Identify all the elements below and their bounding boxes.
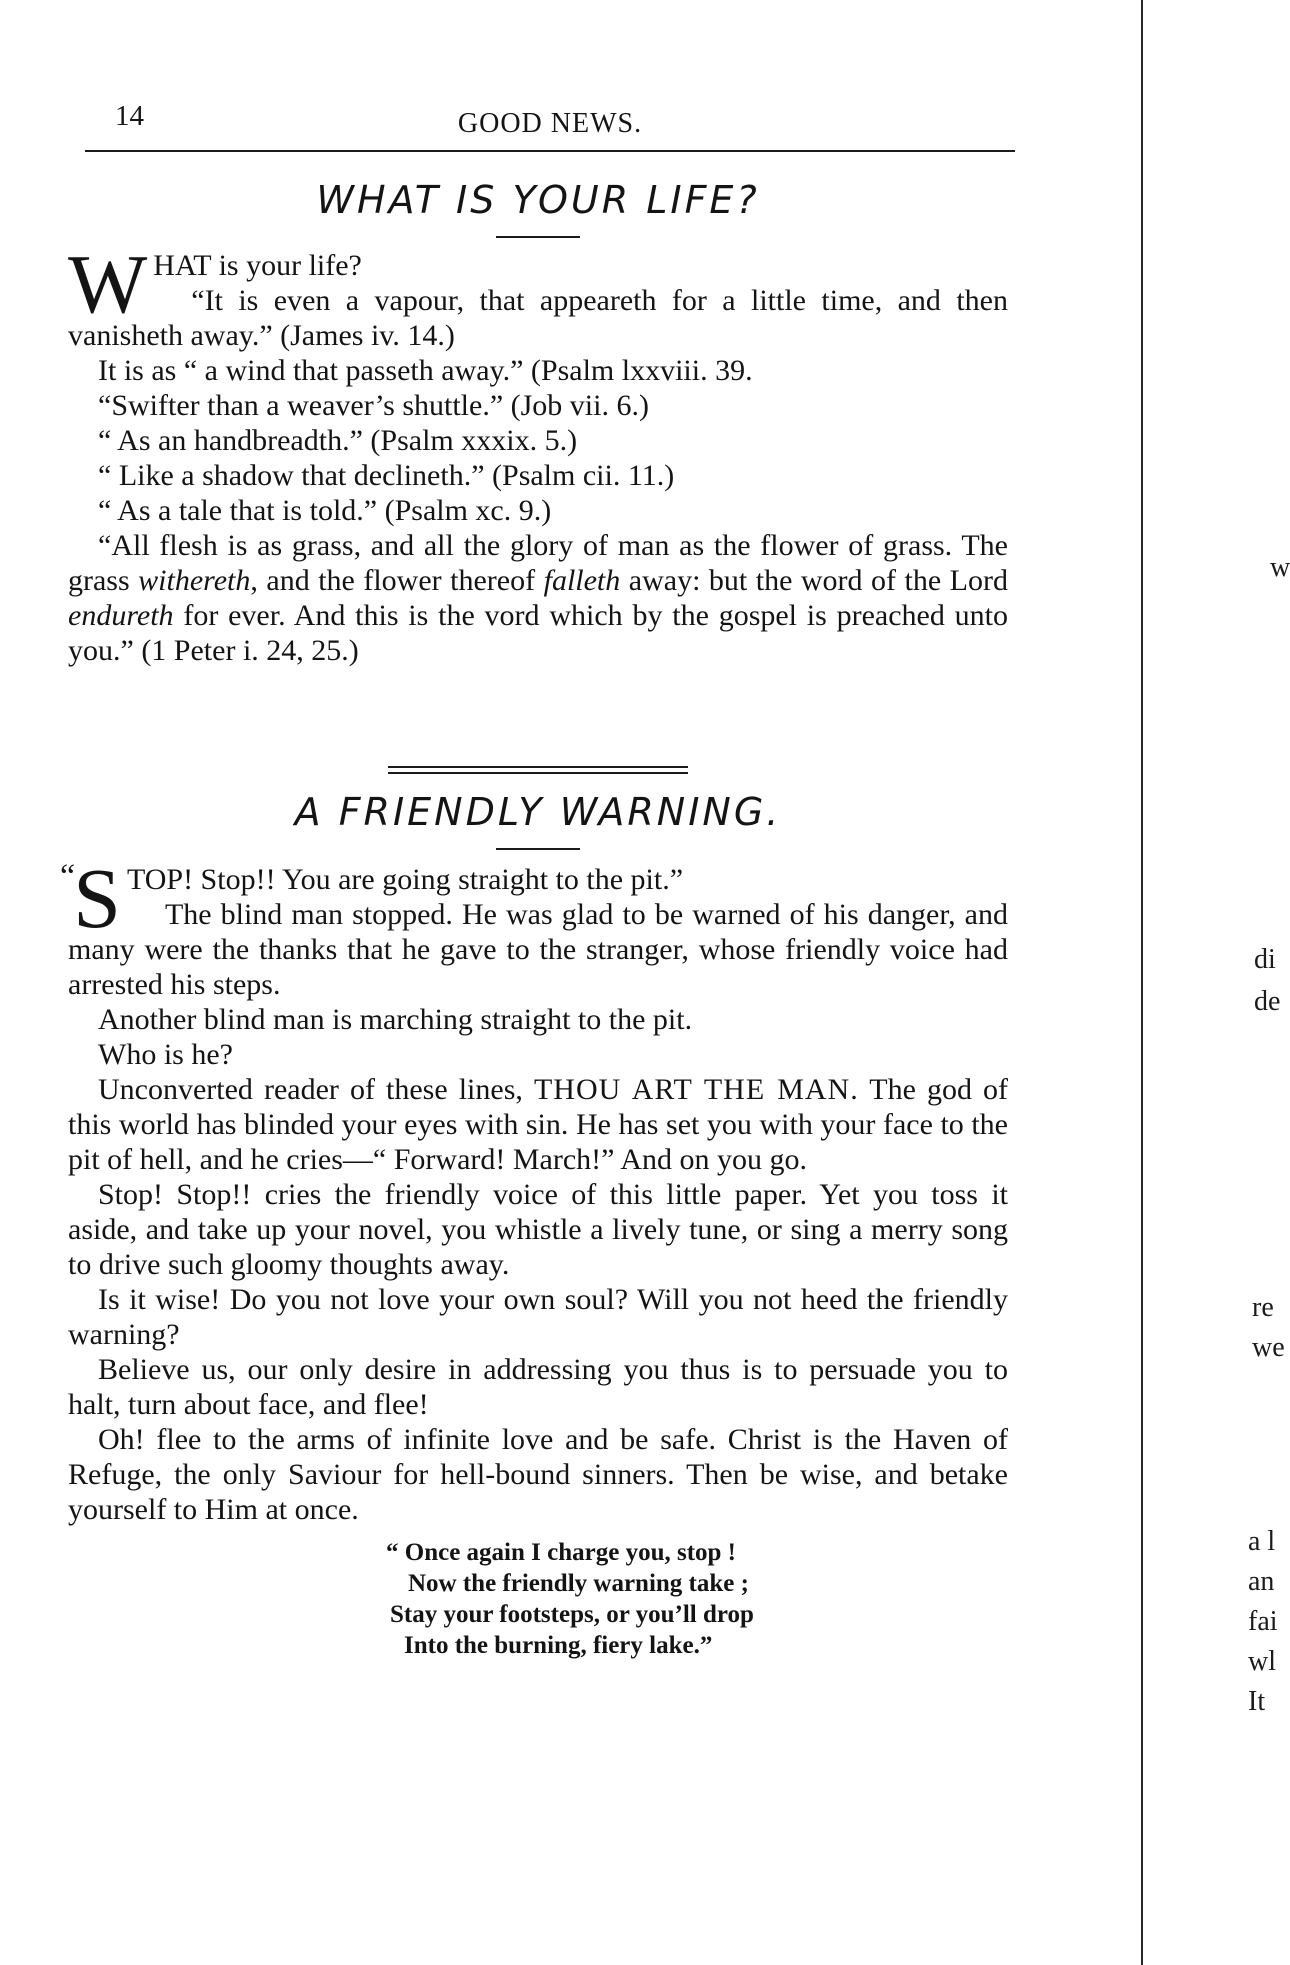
running-title: GOOD NEWS. bbox=[457, 108, 643, 139]
paragraph: Another blind man is marching straight to the pit. bbox=[98, 1003, 693, 1036]
edge-fragment: fai bbox=[1248, 1606, 1278, 1637]
paragraph: Who is he? bbox=[98, 1038, 233, 1071]
paragraph: Unconverted reader of these lines, THOU ART THE MAN. The god of this world has blinded your eyes with sin. He has set you with your face to the pit of hell, and he cries—“ Forward! March!” And on you go. bbox=[68, 1073, 1008, 1176]
paragraph: “Swifter than a weaver’s shuttle.” (Job vii. 6.) bbox=[98, 389, 649, 422]
paragraph: “ As a tale that is told.” (Psalm xc. 9.) bbox=[98, 494, 552, 527]
edge-fragment: a l bbox=[1248, 1526, 1276, 1557]
opening-text: TOP! Stop!! You are going straight to the pit.” bbox=[126, 863, 684, 896]
paragraph: Is it wise! Do you not love your own soul? Will you not heed the friendly warning? bbox=[68, 1283, 1008, 1351]
page-number: 14 bbox=[115, 100, 144, 132]
title-rule bbox=[496, 236, 580, 238]
article-what-is-your-life bbox=[68, 178, 1008, 668]
verse-line: Stay your footsteps, or you’ll drop bbox=[390, 1601, 754, 1628]
opening-text: HAT is your life? bbox=[153, 249, 362, 282]
edge-fragment: re bbox=[1252, 1292, 1274, 1323]
paragraph: Oh! flee to the arms of infinite love and be safe. Christ is the Haven of Refuge, the only Saviour for hell-bound sinners. Then be wise, and betake yourself to Him at once. bbox=[68, 1423, 1008, 1526]
page-header bbox=[85, 100, 1015, 150]
opening-line bbox=[60, 850, 1008, 946]
edge-fragment: we bbox=[1252, 1332, 1285, 1363]
edge-fragment: wl bbox=[1248, 1646, 1276, 1677]
paragraph: “ Like a shadow that declineth.” (Psalm cii. 11.) bbox=[98, 459, 675, 492]
paragraph: Believe us, our only desire in addressing you thus is to persuade you to halt, turn about face, and flee! bbox=[68, 1353, 1008, 1421]
paragraph: “It is even a vapour, that appeareth for a little time, and then vanisheth away.” (James iv. 14.) bbox=[68, 284, 1008, 352]
verse-line: Now the friendly warning take ; bbox=[408, 1570, 749, 1597]
drop-cap: S bbox=[73, 850, 121, 946]
article-friendly-warning bbox=[60, 766, 1008, 1661]
edge-fragment: de bbox=[1254, 986, 1281, 1017]
verse-line: “ Once again I charge you, stop ! bbox=[386, 1539, 736, 1566]
edge-fragment: w bbox=[1270, 552, 1290, 583]
header-rule bbox=[85, 150, 1015, 152]
verse-line: Into the burning, fiery lake.” bbox=[404, 1632, 713, 1659]
paragraph: “All flesh is as grass, and all the glory of man as the flower of grass. The grass withereth, and the flower thereof falleth away: but the word of the Lord endureth for ever. And this is the vord which by the gospel is preached unto you.” (1 Peter i. 24, 25.) bbox=[68, 529, 1009, 667]
paragraph: “ As an handbreadth.” (Psalm xxxix. 5.) bbox=[98, 424, 578, 457]
closing-verse bbox=[386, 1537, 1008, 1661]
article-title: A FRIENDLY WARNING. bbox=[294, 790, 782, 834]
open-quote: “ bbox=[60, 858, 76, 895]
section-divider bbox=[388, 766, 688, 774]
adjacent-page-edge bbox=[1128, 0, 1290, 1965]
paragraph: It is as “ a wind that passeth away.” (Psalm lxxviii. 39. bbox=[98, 354, 753, 387]
binding-line bbox=[1141, 0, 1143, 1965]
article-title: WHAT IS YOUR LIFE? bbox=[316, 178, 760, 222]
paragraph: The blind man stopped. He was glad to be warned of his danger, and many were the thanks that he gave to the stranger, whose friendly voice had arrested his steps. bbox=[68, 898, 1008, 1001]
edge-fragment: di bbox=[1254, 944, 1276, 975]
paragraph: Stop! Stop!! cries the friendly voice of this little paper. Yet you toss it aside, and take up your novel, you whistle a lively tune, or sing a merry song to drive such gloomy thoughts away. bbox=[68, 1178, 1008, 1281]
title-rule bbox=[496, 848, 580, 850]
drop-cap: W bbox=[68, 238, 148, 331]
edge-fragment: an bbox=[1248, 1566, 1275, 1597]
edge-fragment: It bbox=[1248, 1686, 1266, 1717]
